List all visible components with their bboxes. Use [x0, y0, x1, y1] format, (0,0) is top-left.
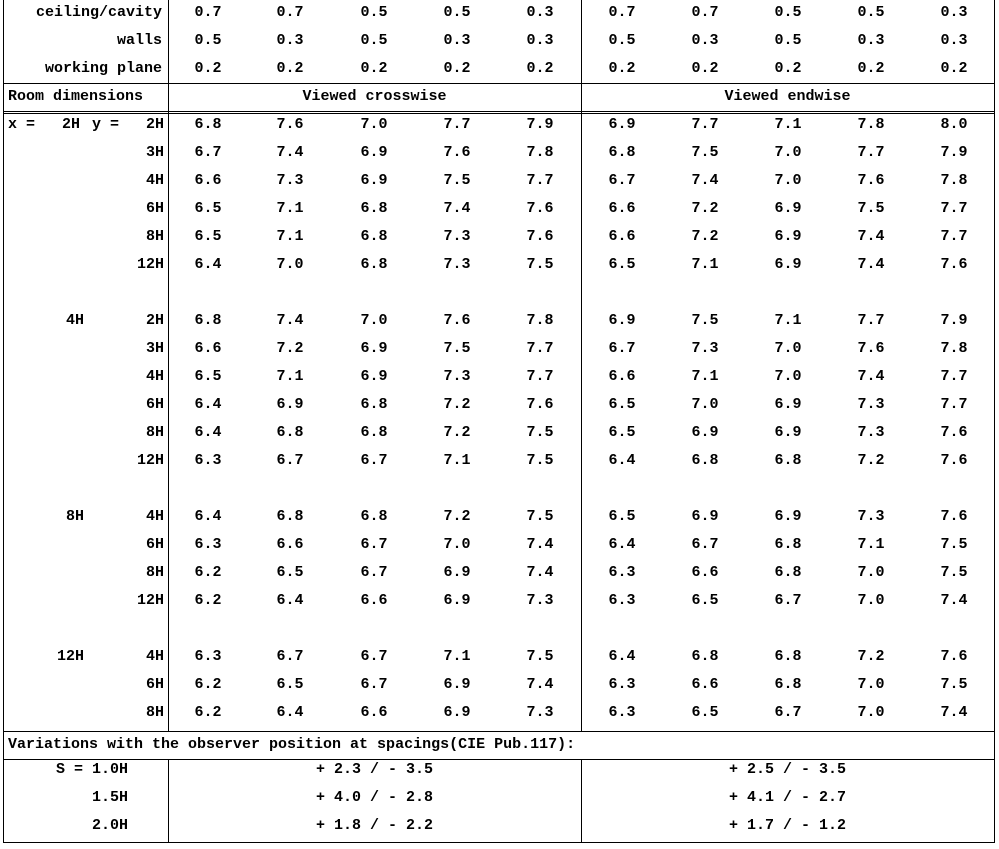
room-dimensions-label: Room dimensions — [8, 88, 144, 105]
ugr-value: 6.6 — [608, 200, 636, 217]
ugr-value: 6.6 — [194, 172, 222, 189]
ugr-value: 6.8 — [774, 564, 802, 581]
ugr-value: 7.0 — [360, 116, 388, 133]
ugr-value: 7.6 — [443, 312, 471, 329]
reflectance-value: 0.5 — [360, 32, 388, 49]
ugr-value: 7.5 — [443, 340, 471, 357]
ugr-value: 6.8 — [360, 228, 388, 245]
ugr-value: 7.1 — [774, 312, 802, 329]
ugr-value: 6.3 — [608, 592, 636, 609]
reflectance-value: 0.7 — [608, 4, 636, 21]
ugr-value: 6.7 — [360, 452, 388, 469]
ugr-value: 6.8 — [276, 424, 304, 441]
ugr-value: 6.5 — [691, 592, 719, 609]
ugr-value: 7.2 — [857, 452, 885, 469]
ugr-value: 7.1 — [857, 536, 885, 553]
reflectance-value: 0.7 — [276, 4, 304, 21]
ugr-value: 6.4 — [608, 452, 636, 469]
ugr-value: 7.0 — [774, 340, 802, 357]
room-y-dimension: 12H — [136, 452, 164, 469]
room-y-dimension: 6H — [145, 396, 164, 413]
ugr-value: 7.4 — [691, 172, 719, 189]
reflectance-value: 0.3 — [940, 32, 968, 49]
room-y-dimension: 4H — [145, 508, 164, 525]
ugr-value: 6.8 — [194, 312, 222, 329]
spacing-label: 1.5H — [91, 789, 128, 806]
viewed-crosswise-heading: Viewed crosswise — [302, 88, 447, 105]
ugr-value: 6.7 — [691, 536, 719, 553]
ugr-value: 7.7 — [443, 116, 471, 133]
ugr-value: 6.5 — [608, 256, 636, 273]
reflectance-value: 0.3 — [691, 32, 719, 49]
ugr-value: 6.7 — [194, 144, 222, 161]
ugr-value: 7.7 — [857, 312, 885, 329]
ugr-value: 7.0 — [691, 396, 719, 413]
ugr-value: 7.0 — [857, 564, 885, 581]
ugr-value: 7.1 — [443, 648, 471, 665]
ugr-value: 7.3 — [691, 340, 719, 357]
room-x-dimension: 8H — [65, 508, 84, 525]
ugr-value: 7.6 — [276, 116, 304, 133]
variation-endwise: + 4.1 / - 2.7 — [728, 789, 847, 806]
viewed-endwise-heading: Viewed endwise — [724, 88, 851, 105]
room-y-dimension: 12H — [136, 592, 164, 609]
ugr-value: 6.5 — [608, 424, 636, 441]
ugr-value: 6.7 — [608, 172, 636, 189]
ugr-value: 7.5 — [526, 648, 554, 665]
reflectance-value: 0.5 — [774, 4, 802, 21]
reflectance-value: 0.5 — [443, 4, 471, 21]
ugr-value: 6.8 — [691, 648, 719, 665]
ugr-value: 6.6 — [691, 676, 719, 693]
reflectance-value: 0.5 — [774, 32, 802, 49]
ugr-value: 6.2 — [194, 704, 222, 721]
ugr-value: 7.2 — [443, 424, 471, 441]
ugr-value: 7.7 — [857, 144, 885, 161]
ugr-value: 7.5 — [526, 452, 554, 469]
variation-crosswise: + 1.8 / - 2.2 — [315, 817, 434, 834]
room-y-prefix: y = — [92, 116, 120, 133]
ugr-value: 7.0 — [774, 368, 802, 385]
ugr-value: 6.6 — [276, 536, 304, 553]
ugr-value: 6.5 — [608, 396, 636, 413]
ugr-value: 6.4 — [194, 256, 222, 273]
ugr-value: 7.4 — [443, 200, 471, 217]
ugr-value: 7.3 — [526, 704, 554, 721]
ugr-value: 7.2 — [857, 648, 885, 665]
ugr-value: 7.5 — [526, 508, 554, 525]
ugr-value: 7.3 — [857, 508, 885, 525]
ugr-value: 6.7 — [774, 704, 802, 721]
reflectance-label: walls — [116, 32, 162, 49]
ugr-value: 6.6 — [360, 704, 388, 721]
reflectance-value: 0.3 — [940, 4, 968, 21]
reflectance-value: 0.3 — [276, 32, 304, 49]
reflectance-value: 0.7 — [194, 4, 222, 21]
room-y-dimension: 8H — [145, 564, 164, 581]
ugr-value: 6.9 — [360, 144, 388, 161]
reflectance-value: 0.5 — [194, 32, 222, 49]
ugr-value: 7.7 — [940, 368, 968, 385]
room-y-dimension: 6H — [145, 676, 164, 693]
ugr-value: 7.5 — [857, 200, 885, 217]
ugr-value: 6.8 — [360, 424, 388, 441]
ugr-value: 7.5 — [940, 676, 968, 693]
ugr-value: 6.9 — [276, 396, 304, 413]
room-y-dimension: 3H — [145, 144, 164, 161]
ugr-value: 7.6 — [526, 396, 554, 413]
ugr-value: 7.0 — [443, 536, 471, 553]
ugr-value: 7.4 — [857, 228, 885, 245]
ugr-value: 7.2 — [443, 508, 471, 525]
reflectance-value: 0.7 — [691, 4, 719, 21]
ugr-value: 6.5 — [194, 368, 222, 385]
ugr-value: 7.4 — [857, 256, 885, 273]
ugr-value: 6.4 — [276, 704, 304, 721]
label-column-divider — [168, 0, 169, 731]
ugr-value: 6.6 — [608, 228, 636, 245]
ugr-value: 7.0 — [276, 256, 304, 273]
ugr-value: 7.8 — [526, 144, 554, 161]
room-y-dimension: 8H — [145, 704, 164, 721]
reflectance-label: working plane — [44, 60, 162, 77]
variation-endwise: + 1.7 / - 1.2 — [728, 817, 847, 834]
ugr-value: 7.0 — [774, 172, 802, 189]
ugr-value: 6.9 — [691, 508, 719, 525]
room-y-dimension: 4H — [145, 368, 164, 385]
reflectance-value: 0.5 — [360, 4, 388, 21]
ugr-value: 6.8 — [691, 452, 719, 469]
ugr-value: 7.6 — [940, 508, 968, 525]
ugr-value: 6.8 — [360, 396, 388, 413]
ugr-value: 7.7 — [691, 116, 719, 133]
ugr-value: 6.8 — [774, 536, 802, 553]
ugr-value: 6.7 — [276, 452, 304, 469]
ugr-value: 7.5 — [940, 564, 968, 581]
ugr-value: 6.4 — [194, 424, 222, 441]
reflectance-value: 0.2 — [608, 60, 636, 77]
ugr-value: 6.4 — [194, 396, 222, 413]
ugr-value: 6.9 — [360, 368, 388, 385]
ugr-value: 7.8 — [526, 312, 554, 329]
ugr-value: 7.6 — [443, 144, 471, 161]
ugr-value: 6.8 — [360, 256, 388, 273]
room-y-dimension: 4H — [145, 648, 164, 665]
reflectance-value: 0.3 — [526, 4, 554, 21]
ugr-value: 6.3 — [608, 704, 636, 721]
ugr-value: 6.4 — [608, 536, 636, 553]
ugr-value: 6.5 — [194, 228, 222, 245]
bottom-border — [3, 842, 995, 843]
ugr-value: 6.8 — [360, 508, 388, 525]
ugr-value: 8.0 — [940, 116, 968, 133]
ugr-value: 7.3 — [857, 424, 885, 441]
ugr-value: 6.5 — [194, 200, 222, 217]
ugr-value: 7.1 — [691, 256, 719, 273]
ugr-value: 6.9 — [443, 676, 471, 693]
ugr-value: 7.5 — [526, 424, 554, 441]
ugr-value: 7.2 — [276, 340, 304, 357]
ugr-value: 6.7 — [360, 648, 388, 665]
ugr-value: 7.6 — [857, 340, 885, 357]
ugr-value: 6.2 — [194, 592, 222, 609]
ugr-value: 7.1 — [443, 452, 471, 469]
ugr-value: 7.6 — [940, 452, 968, 469]
ugr-value: 6.9 — [691, 424, 719, 441]
ugr-value: 6.4 — [194, 508, 222, 525]
ugr-value: 6.5 — [608, 508, 636, 525]
reflectance-value: 0.2 — [774, 60, 802, 77]
ugr-value: 7.7 — [940, 200, 968, 217]
room-y-dimension: 2H — [145, 312, 164, 329]
ugr-value: 7.5 — [691, 312, 719, 329]
ugr-value: 7.6 — [940, 256, 968, 273]
dimensions-divider-double — [3, 113, 995, 114]
ugr-value: 6.9 — [608, 312, 636, 329]
ugr-value: 7.6 — [526, 228, 554, 245]
room-y-dimension: 6H — [145, 536, 164, 553]
reflectance-value: 0.5 — [608, 32, 636, 49]
ugr-value: 6.3 — [194, 648, 222, 665]
room-y-dimension: 8H — [145, 228, 164, 245]
reflectance-value: 0.2 — [691, 60, 719, 77]
left-border — [3, 0, 4, 843]
ugr-value: 6.6 — [691, 564, 719, 581]
ugr-value: 6.9 — [774, 508, 802, 525]
ugr-value: 7.3 — [443, 228, 471, 245]
ugr-value: 7.0 — [360, 312, 388, 329]
ugr-value: 7.9 — [526, 116, 554, 133]
reflectance-value: 0.2 — [194, 60, 222, 77]
room-y-dimension: 2H — [145, 116, 164, 133]
ugr-value: 7.8 — [940, 340, 968, 357]
reflectance-value: 0.5 — [857, 4, 885, 21]
ugr-value: 6.9 — [608, 116, 636, 133]
ugr-value: 7.8 — [857, 116, 885, 133]
ugr-value: 7.4 — [526, 564, 554, 581]
ugr-value: 6.9 — [774, 200, 802, 217]
ugr-value: 6.5 — [276, 676, 304, 693]
ugr-value: 6.4 — [276, 592, 304, 609]
ugr-value: 6.8 — [774, 452, 802, 469]
ugr-value: 7.3 — [276, 172, 304, 189]
reflectance-value: 0.3 — [443, 32, 471, 49]
ugr-value: 7.3 — [526, 592, 554, 609]
ugr-value: 7.0 — [857, 704, 885, 721]
ugr-value: 7.1 — [276, 200, 304, 217]
ugr-value: 6.2 — [194, 564, 222, 581]
ugr-value: 6.8 — [194, 116, 222, 133]
ugr-value: 6.3 — [608, 676, 636, 693]
reflectance-label: ceiling/cavity — [35, 4, 162, 21]
ugr-value: 7.0 — [857, 676, 885, 693]
ugr-value: 7.9 — [940, 144, 968, 161]
ugr-value: 6.4 — [608, 648, 636, 665]
ugr-value: 7.9 — [940, 312, 968, 329]
room-x-dimension: 4H — [65, 312, 84, 329]
ugr-value: 6.9 — [443, 704, 471, 721]
room-y-dimension: 12H — [136, 256, 164, 273]
room-y-dimension: 6H — [145, 200, 164, 217]
header-divider — [3, 83, 995, 84]
ugr-value: 6.8 — [774, 676, 802, 693]
data-bottom-divider — [3, 731, 995, 732]
variations-label-divider — [168, 759, 169, 843]
ugr-value: 6.6 — [194, 340, 222, 357]
ugr-value: 7.4 — [276, 144, 304, 161]
ugr-value: 6.7 — [360, 564, 388, 581]
ugr-value: 6.9 — [443, 592, 471, 609]
variation-endwise: + 2.5 / - 3.5 — [728, 761, 847, 778]
ugr-value: 7.4 — [857, 368, 885, 385]
ugr-value: 7.7 — [940, 396, 968, 413]
ugr-value: 7.1 — [774, 116, 802, 133]
ugr-value: 7.7 — [940, 228, 968, 245]
ugr-value: 6.6 — [608, 368, 636, 385]
ugr-value: 6.9 — [360, 172, 388, 189]
reflectance-value: 0.2 — [443, 60, 471, 77]
ugr-value: 6.9 — [774, 396, 802, 413]
ugr-value: 7.7 — [526, 340, 554, 357]
ugr-value: 7.4 — [940, 704, 968, 721]
reflectance-value: 0.2 — [360, 60, 388, 77]
ugr-value: 7.0 — [857, 592, 885, 609]
ugr-value: 7.2 — [691, 200, 719, 217]
ugr-value: 7.5 — [526, 256, 554, 273]
reflectance-value: 0.2 — [276, 60, 304, 77]
room-y-dimension: 4H — [145, 172, 164, 189]
ugr-value: 7.3 — [443, 256, 471, 273]
ugr-value: 6.7 — [774, 592, 802, 609]
ugr-value: 7.6 — [857, 172, 885, 189]
ugr-value: 7.5 — [443, 172, 471, 189]
ugr-value: 7.1 — [691, 368, 719, 385]
ugr-value: 6.8 — [774, 648, 802, 665]
crosswise-endwise-divider — [581, 0, 582, 731]
variations-title: Variations with the observer position at spacings(CIE Pub.117): — [8, 736, 576, 753]
ugr-value: 7.2 — [443, 396, 471, 413]
ugr-value: 6.3 — [608, 564, 636, 581]
ugr-value: 6.7 — [276, 648, 304, 665]
dimensions-divider — [3, 111, 995, 112]
ugr-value: 6.7 — [360, 536, 388, 553]
ugr-value: 6.8 — [276, 508, 304, 525]
ugr-value: 7.1 — [276, 368, 304, 385]
ugr-value: 7.2 — [691, 228, 719, 245]
room-y-dimension: 3H — [145, 340, 164, 357]
ugr-value: 7.6 — [526, 200, 554, 217]
ugr-value: 7.6 — [940, 648, 968, 665]
reflectance-value: 0.3 — [526, 32, 554, 49]
room-y-dimension: 8H — [145, 424, 164, 441]
room-x-dimension: 12H — [56, 648, 84, 665]
ugr-value: 7.6 — [940, 424, 968, 441]
ugr-value: 7.3 — [443, 368, 471, 385]
ugr-value: 6.9 — [774, 228, 802, 245]
ugr-value: 6.3 — [194, 452, 222, 469]
ugr-value: 7.7 — [526, 172, 554, 189]
ugr-value: 6.8 — [360, 200, 388, 217]
variations-divider — [3, 759, 995, 760]
ugr-value: 6.2 — [194, 676, 222, 693]
ugr-value: 7.8 — [940, 172, 968, 189]
ugr-value: 6.3 — [194, 536, 222, 553]
ugr-value: 6.9 — [774, 424, 802, 441]
ugr-value: 6.5 — [691, 704, 719, 721]
variations-middle-divider — [581, 759, 582, 843]
ugr-value: 7.4 — [526, 676, 554, 693]
ugr-value: 6.8 — [608, 144, 636, 161]
ugr-value: 6.9 — [774, 256, 802, 273]
ugr-value: 7.1 — [276, 228, 304, 245]
ugr-value: 6.6 — [360, 592, 388, 609]
room-x-dimension: x = 2H — [8, 116, 81, 133]
reflectance-value: 0.2 — [940, 60, 968, 77]
ugr-value: 7.7 — [526, 368, 554, 385]
ugr-value: 7.5 — [691, 144, 719, 161]
variation-crosswise: + 4.0 / - 2.8 — [315, 789, 434, 806]
reflectance-value: 0.2 — [857, 60, 885, 77]
ugr-value: 7.5 — [940, 536, 968, 553]
ugr-value: 7.3 — [857, 396, 885, 413]
ugr-value: 6.7 — [608, 340, 636, 357]
right-border — [994, 0, 995, 843]
ugr-value: 7.4 — [940, 592, 968, 609]
ugr-value: 6.9 — [443, 564, 471, 581]
variation-crosswise: + 2.3 / - 3.5 — [315, 761, 434, 778]
ugr-value: 6.9 — [360, 340, 388, 357]
ugr-value: 6.5 — [276, 564, 304, 581]
ugr-value: 6.7 — [360, 676, 388, 693]
ugr-value: 7.4 — [526, 536, 554, 553]
spacing-label: S = 1.0H — [55, 761, 128, 778]
reflectance-value: 0.3 — [857, 32, 885, 49]
reflectance-value: 0.2 — [526, 60, 554, 77]
ugr-value: 7.0 — [774, 144, 802, 161]
ugr-value: 7.4 — [276, 312, 304, 329]
spacing-label: 2.0H — [91, 817, 128, 834]
